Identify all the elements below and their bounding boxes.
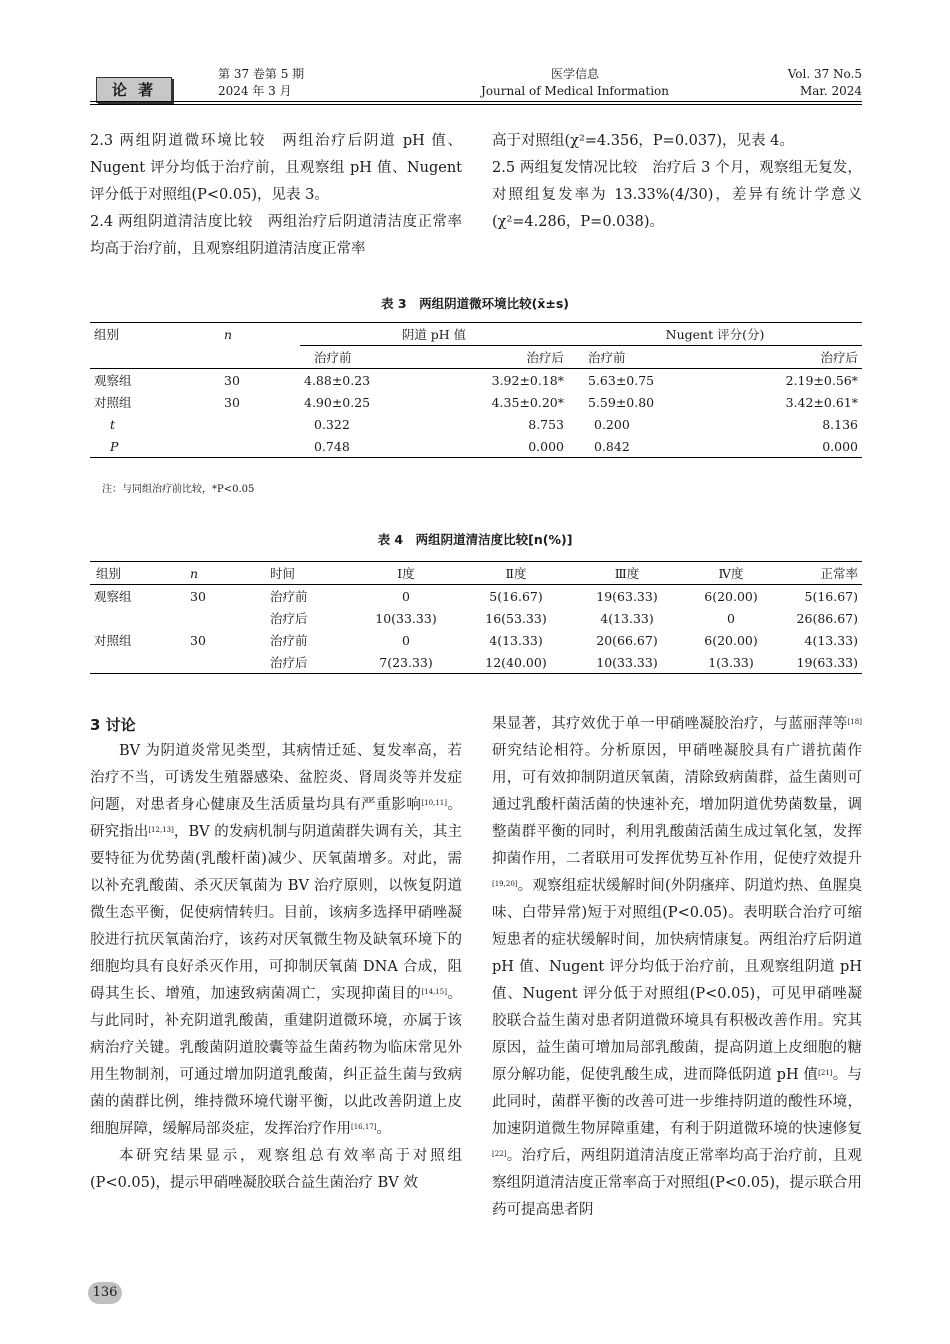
paragraph-2-3: 2.3 两组阴道微环境比较 两组治疗后阴道 pH 值、Nugent 评分均低于治疗前，且观察组 pH 值、Nugent 评分低于对照组(P<0.05)，见表 3。 (90, 133, 462, 203)
discussion-paragraph-1: BV 为阴道炎常见类型，其病情迁延、复发率高，若治疗不当，可诱发生殖器感染、盆腔炎、肾周炎等并发症问题，对患者身心健康及生活质量均具有严重影响[10,11]。研究指出[12,13]，BV 的发病机制与阴道菌群失调有关，其主要特征为优势菌(乳酸杆菌)减少、厌氧菌增多。对此，需以补充乳酸菌、杀灭厌氧菌为 BV 治疗原则，以恢复阴道微生态平衡，促使病情转归。目前，该病多选择甲硝唑凝胶进行抗厌氧菌治疗，该药对厌氧微生物及缺氧环境下的细胞均具有良好杀灭作用，可抑制厌氧菌 DNA 合成，阻碍其生长、增殖，加速致病菌凋亡，实现抑菌目的[14,15]。与此同时，补充阴道乳酸菌，重建阴道微环境，亦属于该病治疗关键。乳酸菌阴道胶囊等益生菌药物为临床常见外用生物制剂，可通过增加阴道乳酸菌，纠正益生菌与致病菌的菌群比例，维持微环境代谢平衡，以此改善阴道上皮细胞屏障，缓解局部炎症，发挥治疗作用[16,17]。 (90, 743, 463, 1137)
cell: 0.322 (314, 416, 350, 432)
cell: 0.000 (822, 438, 858, 454)
cell: 19(63.33) (596, 588, 658, 604)
cell: 治疗后 (270, 655, 308, 670)
table-row (90, 629, 862, 651)
table-row (90, 413, 862, 435)
cell: 2.19±0.56* (785, 372, 858, 388)
journal-name (430, 66, 720, 100)
cell (186, 651, 252, 674)
journal-name-en: Journal of Medical Information (481, 84, 669, 98)
cell: 5(16.67) (804, 588, 858, 604)
cell: 5.59±0.80 (588, 394, 655, 410)
cell: 0 (727, 610, 735, 626)
cell: 4.35±0.20* (491, 394, 564, 410)
table-row (90, 585, 862, 608)
table3-note: 注：与同组治疗前比较，*P<0.05 (102, 484, 255, 495)
t3-h-nugent: Nugent 评分(分) (568, 323, 862, 346)
date-en: Mar. 2024 (799, 84, 862, 98)
table4-caption: 表 4 两组阴道清洁度比较[n(%)] (377, 532, 573, 547)
cell: 10(33.33) (596, 654, 658, 670)
cell: 对照组 (94, 633, 132, 648)
cell (186, 607, 252, 629)
discussion-paragraph-2: 本研究结果显示，观察组总有效率高于对照组(P<0.05)，提示甲硝唑凝胶联合益生菌治疗 BV 效 (90, 1148, 462, 1191)
cell: 16(53.33) (485, 610, 547, 626)
t4-header-cell: n (190, 565, 199, 581)
t3-h-ph-after: 治疗后 (526, 350, 564, 365)
cell: 20(66.67) (596, 632, 658, 648)
cell: 6(20.00) (704, 632, 758, 648)
cell: t (110, 416, 116, 432)
section-tag: 论 著 (96, 77, 172, 103)
t4-header-cell: 正常率 (820, 566, 858, 581)
volume-cn: 第 37 卷第 5 期 (218, 67, 305, 81)
cell: 30 (224, 372, 240, 388)
t3-h-nu-before: 治疗前 (588, 350, 626, 365)
cell: 4(13.33) (600, 610, 654, 626)
journal-name-cn: 医学信息 (550, 67, 599, 81)
t3-h-nu-after: 治疗后 (820, 350, 858, 365)
cell: 5.63±0.75 (588, 372, 655, 388)
cell: 12(40.00) (485, 654, 547, 670)
cell: 0.000 (528, 438, 564, 454)
t4-header-row (90, 562, 862, 585)
cell: 19(63.33) (796, 654, 858, 670)
discussion-paragraph-3: 果显著，其疗效优于单一甲硝唑凝胶治疗，与蓝丽萍等[18]研究结论相符。分析原因，甲硝唑凝胶具有广谱抗菌作用，可有效抑制阴道厌氧菌，清除致病菌群，益生菌则可通过乳酸杆菌活菌的快速补充，增加阴道优势菌数量，调整菌群平衡的同时，利用乳酸菌活菌生成过氧化氢，发挥抑菌作用，二者联用可发挥优势互补作用，促使疗效提升[19,20]。观察组症状缓解时间(外阴瘙痒、阴道灼热、鱼腥臭味、白带异常)短于对照组(P<0.05)。表明联合治疗可缩短患者的症状缓解时间，加快病情康复。两组治疗后阴道 pH 值、Nugent 评分均低于治疗前，且观察组阴道 pH 值、Nugent 评分低于对照组(P<0.05)，可见甲硝唑凝胶联合益生菌对患者阴道微环境具有积极改善作用。究其原因，益生菌可增加局部乳酸菌，提高阴道上皮细胞的糖原分解功能，促使乳酸生成，进而降低阴道 pH 值[21]。与此同时，菌群平衡的改善可进一步维持阴道的酸性环境，加速阴道微生物屏障重建，有利于阴道微环境的快速修复[22]。治疗后，两组阴道清洁度正常率均高于治疗前，且观察组阴道清洁度正常率高于对照组(P<0.05)，提示联合用药可提高患者阴 (492, 716, 863, 1218)
cell (90, 651, 186, 674)
cell (90, 607, 186, 629)
cell: 0.200 (594, 416, 630, 432)
table-row (90, 651, 862, 674)
volume-en: Vol. 37 No.5 (787, 67, 862, 81)
cell: 5(16.67) (489, 588, 543, 604)
t4-header-cell: 时间 (270, 566, 296, 581)
section-title-discussion: 3 讨论 (90, 716, 136, 734)
t4-header-cell: Ⅱ度 (505, 566, 527, 581)
cell: 30 (190, 632, 206, 648)
page-number: 136 (88, 1282, 122, 1304)
cell: 10(33.33) (375, 610, 437, 626)
t4-body (90, 585, 862, 674)
cell: 8.753 (528, 416, 564, 432)
cell: 30 (190, 588, 206, 604)
volume-issue-en (788, 66, 862, 100)
cell: 治疗前 (270, 633, 308, 648)
table3 (90, 322, 862, 458)
cell: 治疗后 (270, 611, 308, 626)
header-rule (90, 101, 862, 102)
cell: 6(20.00) (704, 588, 758, 604)
cell: 3.92±0.18* (491, 372, 564, 388)
right-column-bottom (492, 711, 862, 1224)
t4-header-cell: Ⅳ度 (718, 566, 744, 581)
left-column-top (90, 128, 462, 263)
cell: 4.88±0.23 (304, 372, 371, 388)
cell: 0.748 (314, 438, 350, 454)
cell (220, 413, 300, 435)
cell: 8.136 (822, 416, 858, 432)
running-header (90, 66, 862, 102)
volume-issue-cn (218, 66, 304, 100)
cell: 治疗前 (270, 589, 308, 604)
table3-caption: 表 3 两组阴道微环境比较(x̄±s) (381, 296, 569, 311)
cell: 4(13.33) (804, 632, 858, 648)
cell: 7(23.33) (379, 654, 433, 670)
paragraph-2-4: 2.4 两组阴道清洁度比较 两组治疗后阴道清洁度正常率均高于治疗前，且观察组阴道清洁度正常率 (90, 214, 462, 257)
right-column-top (492, 128, 862, 236)
cell: 0 (402, 632, 410, 648)
left-column-bottom (90, 738, 462, 1197)
t3-h-group: 组别 (94, 327, 120, 343)
t3-h-ph: 阴道 pH 值 (300, 323, 568, 346)
cell: P (110, 438, 119, 454)
t3-h-ph-before: 治疗前 (314, 350, 352, 365)
t4-header-cell: Ⅲ度 (614, 566, 640, 581)
cell: 观察组 (94, 589, 132, 604)
cell: 30 (224, 394, 240, 410)
t4-header-cell: Ⅰ度 (397, 566, 415, 581)
table-row (90, 607, 862, 629)
table-row (90, 391, 862, 413)
table4 (90, 561, 862, 674)
cell: 4(13.33) (489, 632, 543, 648)
cell: 1(3.33) (708, 654, 754, 670)
table-row (90, 435, 862, 458)
t4-header-cell: 组别 (96, 566, 122, 581)
cell (220, 435, 300, 458)
t3-h-n: n (224, 326, 233, 342)
cell: 对照组 (94, 395, 132, 410)
cell: 0.842 (594, 438, 630, 454)
cell: 观察组 (94, 373, 132, 388)
header-rule-2 (90, 104, 862, 105)
cell: 0 (402, 588, 410, 604)
cell: 26(86.67) (796, 610, 858, 626)
date-cn: 2024 年 3 月 (218, 84, 292, 98)
paragraph-2-4-cont: 高于对照组(χ²=4.356，P=0.037)，见表 4。 (492, 133, 794, 149)
cell: 3.42±0.61* (785, 394, 858, 410)
table-row (90, 369, 862, 392)
paragraph-2-5: 2.5 两组复发情况比较 治疗后 3 个月，观察组无复发，对照组复发率为 13.33%(4/30)，差异有统计学意义(χ²=4.286，P=0.038)。 (492, 160, 862, 230)
cell: 4.90±0.25 (304, 394, 371, 410)
